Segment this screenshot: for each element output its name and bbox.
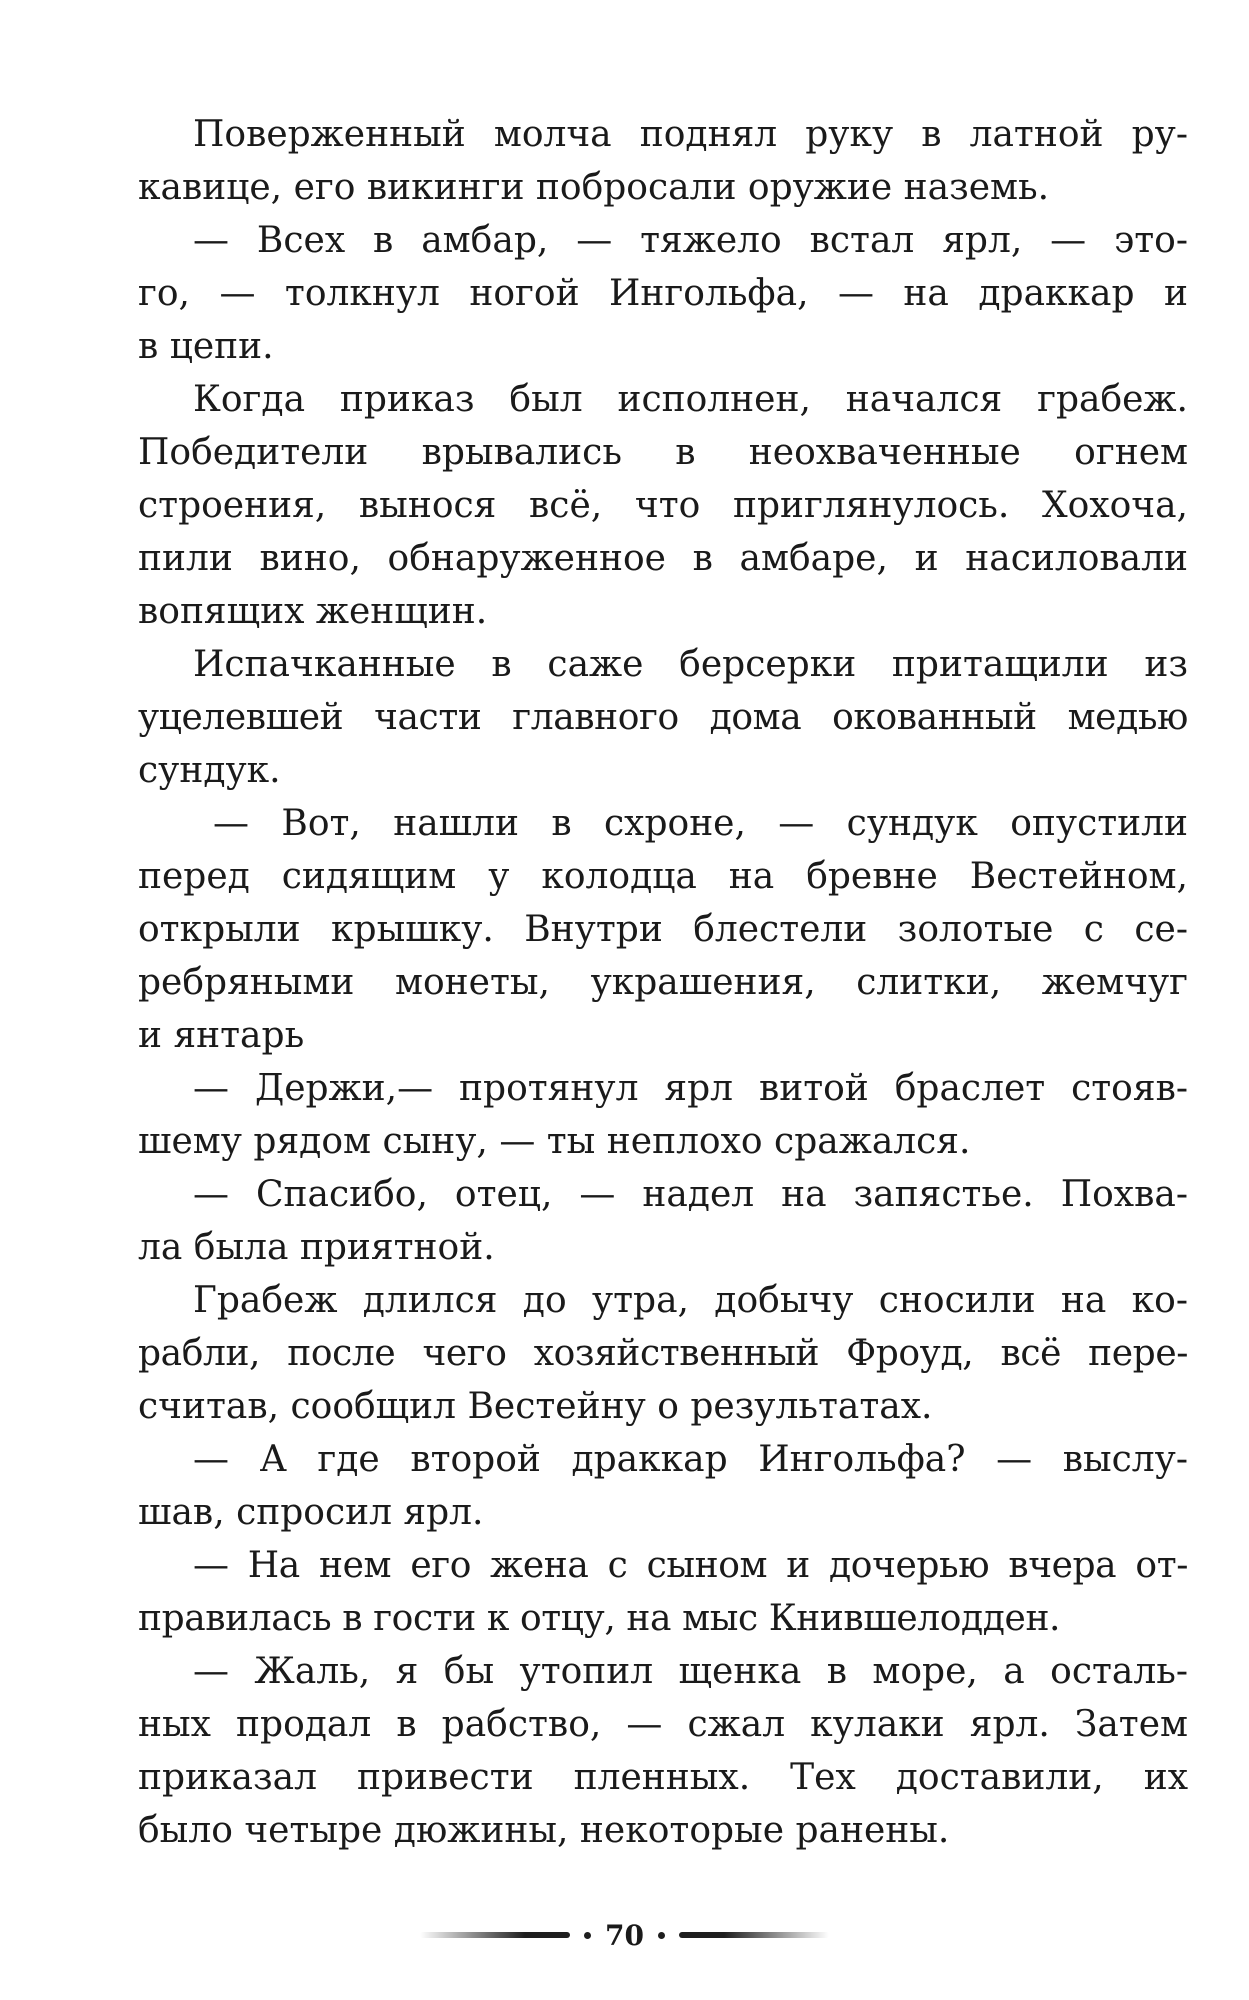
- text-line: — Вот, нашли в схроне, — сундук опустили: [213, 803, 1188, 844]
- text-line: — А где второй драккар Ингольфа? — выслу-: [193, 1439, 1188, 1480]
- text-line: шав, спросил ярл.: [138, 1492, 484, 1533]
- text-line: го, — толкнул ногой Ингольфа, — на драккар и: [138, 273, 1188, 314]
- text-line: Испачканные в саже берсерки притащили из: [193, 644, 1188, 685]
- ornament-dot-left: [584, 1932, 591, 1939]
- text-line: Победители врывались в неохваченные огнем: [138, 432, 1188, 473]
- text-line: Когда приказ был исполнен, начался грабеж.: [193, 379, 1188, 420]
- body-text: [138, 108, 1188, 1857]
- text-line: — Жаль, я бы утопил щенка в море, а осталь-: [193, 1651, 1188, 1692]
- text-line: строения, вынося всё, что приглянулось. Хохоча,: [138, 485, 1188, 526]
- text-line: ребряными монеты, украшения, слитки, жемчуг: [138, 962, 1188, 1003]
- text-line: Грабеж длился до утра, добычу сносили на ко-: [193, 1280, 1188, 1321]
- text-line: правилась в гости к отцу, на мыс Кнившелодден.: [138, 1598, 1061, 1639]
- text-line: уцелевшей части главного дома окованный медью: [138, 697, 1188, 738]
- text-line: считав, сообщил Вестейну о результатах.: [138, 1386, 933, 1427]
- text-line: — Держи,— протянул ярл витой браслет стояв-: [193, 1068, 1188, 1109]
- text-line: шему рядом сыну, — ты неплохо сражался.: [138, 1121, 971, 1162]
- text-line: ных продал в рабство, — сжал кулаки ярл. Затем: [138, 1704, 1188, 1745]
- page-footer: [0, 1915, 1249, 1955]
- text-line: пили вино, обнаруженное в амбаре, и насиловали: [138, 538, 1188, 579]
- text-line: ла была приятной.: [138, 1227, 495, 1268]
- text-line: перед сидящим у колодца на бревне Вестейном,: [138, 856, 1188, 897]
- text-line: Поверженный молча поднял руку в латной ру-: [193, 114, 1188, 155]
- text-line: сундук.: [138, 750, 281, 791]
- text-line: приказал привести пленных. Тех доставили, их: [138, 1757, 1188, 1798]
- text-line: и янтарь: [138, 1015, 305, 1056]
- ornament-dot-right: [658, 1932, 665, 1939]
- text-line: в цепи.: [138, 326, 274, 367]
- text-line: — На нем его жена с сыном и дочерью вчера от-: [193, 1545, 1188, 1586]
- text-line: рабли, после чего хозяйственный Фроуд, всё пере-: [138, 1333, 1188, 1374]
- ornament-rule-right: [679, 1932, 829, 1938]
- page-number: 70: [605, 1918, 644, 1952]
- ornament-rule-left: [420, 1932, 570, 1938]
- text-line: вопящих женщин.: [138, 591, 488, 632]
- text-line: — Спасибо, отец, — надел на запястье. Похва-: [193, 1174, 1188, 1215]
- text-line: было четыре дюжины, некоторые ранены.: [138, 1810, 950, 1851]
- text-line: открыли крышку. Внутри блестели золотые с се-: [138, 909, 1188, 950]
- text-line: — Всех в амбар, — тяжело встал ярл, — это-: [193, 220, 1188, 261]
- text-line: кавице, его викинги побросали оружие наземь.: [138, 167, 1050, 208]
